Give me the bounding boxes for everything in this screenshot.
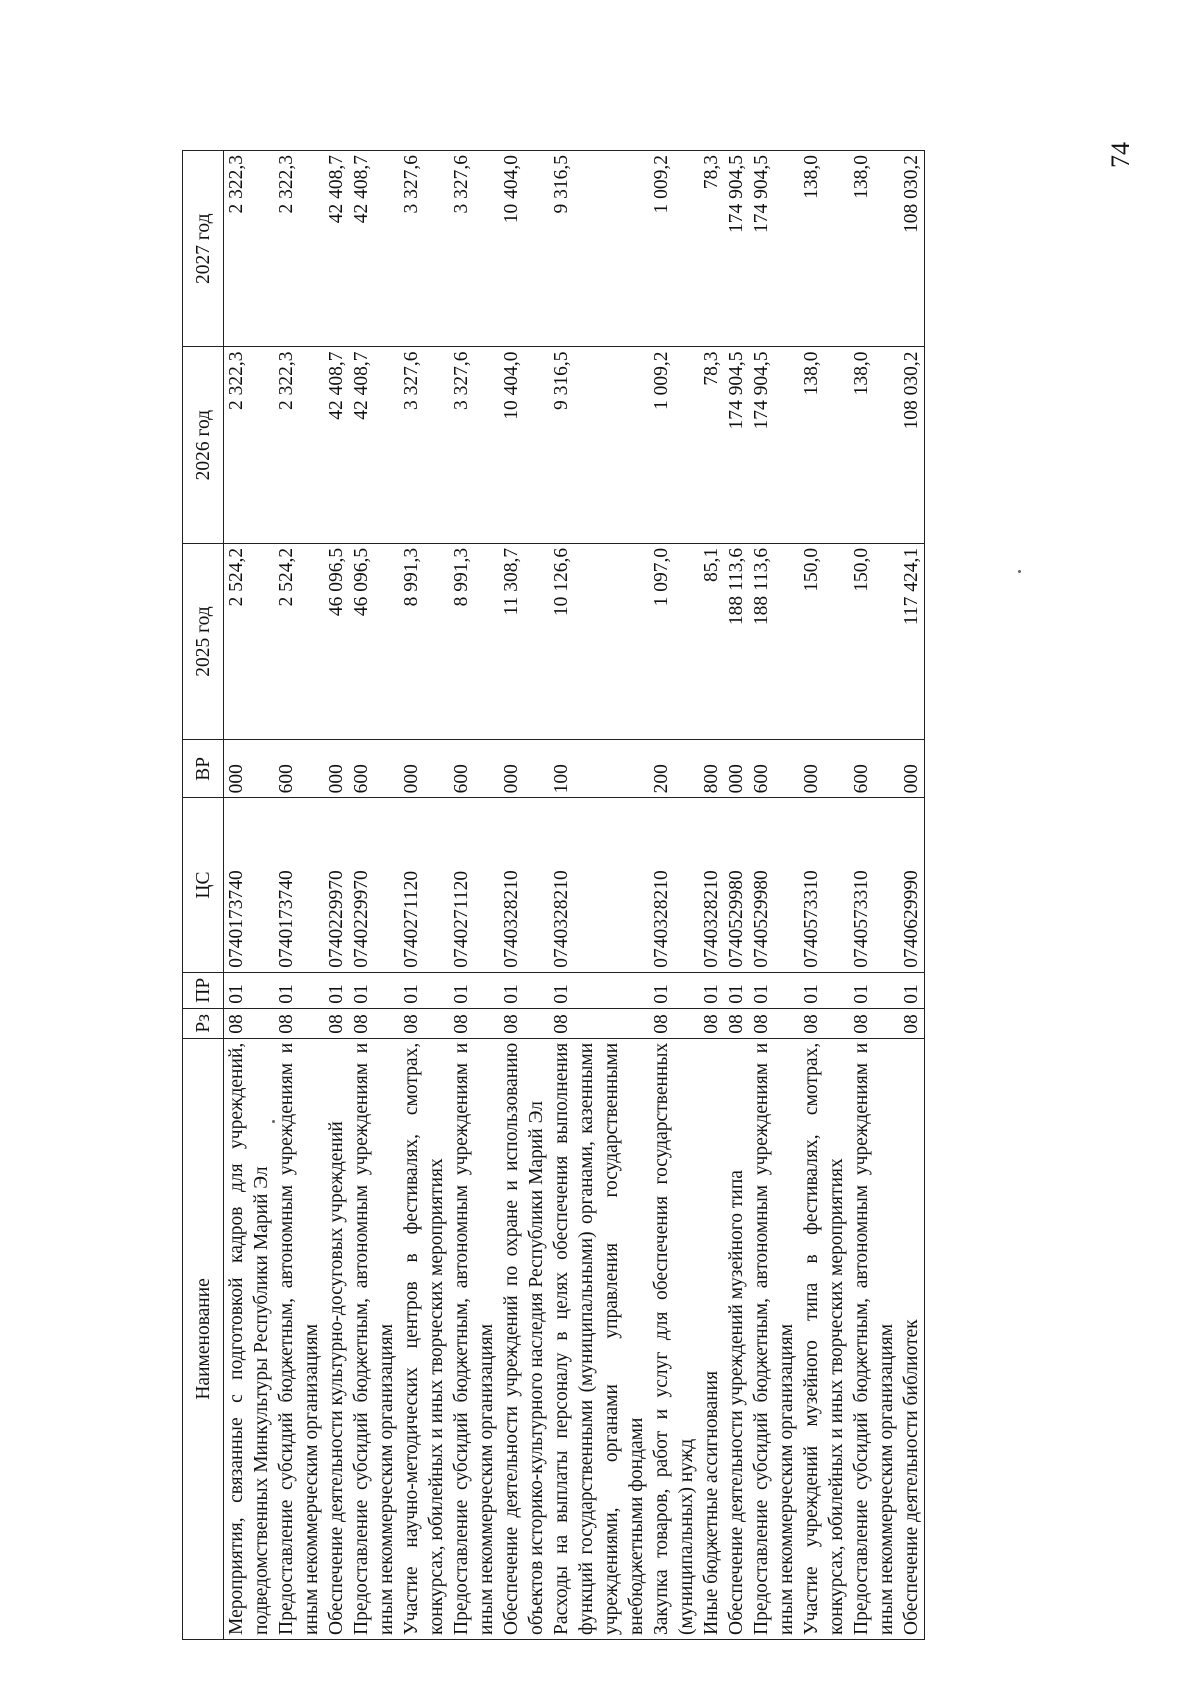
row-2026: 174 904,5 (724, 347, 749, 543)
row-pr: 01 (799, 972, 849, 1008)
rotated-document (182, 150, 1157, 1640)
row-2027: 10 404,0 (499, 151, 549, 347)
row-pr: 01 (649, 972, 699, 1008)
row-cs: 0740529980 (749, 798, 799, 972)
row-2027: 1 009,2 (649, 151, 699, 347)
row-name: Участие учреждений музейного типа в фестивалях, смотрах, конкурсах, юбилейных и иных творческих мероприятиях (799, 1038, 849, 1639)
row-2026: 1 009,2 (649, 347, 699, 543)
row-2025: 1 097,0 (649, 543, 699, 739)
row-name: Предоставление субсидий бюджетным, автономным учреждениям и иным некоммерческим организациям (274, 1038, 324, 1639)
row-pr: 01 (449, 972, 499, 1008)
row-name: Обеспечение деятельности культурно-досуговых учреждений (324, 1038, 349, 1639)
row-2027: 174 904,5 (724, 151, 749, 347)
row-pr: 01 (849, 972, 899, 1008)
header-pr: ПР (183, 972, 224, 1008)
row-pr: 01 (749, 972, 799, 1008)
row-pr: 01 (724, 972, 749, 1008)
row-vr: 600 (849, 740, 899, 798)
table-row (449, 151, 499, 1640)
row-2025: 8 991,3 (399, 543, 449, 739)
row-2025: 46 096,5 (349, 543, 399, 739)
row-name: Участие научно-методических центров в фестивалях, смотрах, конкурсах, юбилейных и иных творческих мероприятиях (399, 1038, 449, 1639)
row-cs: 0740328210 (499, 798, 549, 972)
table-row (899, 151, 925, 1640)
row-cs: 0740573310 (799, 798, 849, 972)
table-body (224, 151, 925, 1640)
row-2027: 42 408,7 (324, 151, 349, 347)
header-2026: 2026 год (183, 347, 224, 543)
row-cs: 0740529980 (724, 798, 749, 972)
row-pr: 01 (499, 972, 549, 1008)
row-2025: 2 524,2 (224, 543, 275, 739)
row-rz: 08 (224, 1008, 275, 1038)
row-2027: 2 322,3 (224, 151, 275, 347)
row-rz: 08 (349, 1008, 399, 1038)
table-row (349, 151, 399, 1640)
table-header-row (183, 151, 224, 1640)
row-2027: 9 316,5 (549, 151, 649, 347)
row-2026: 2 322,3 (224, 347, 275, 543)
row-pr: 01 (349, 972, 399, 1008)
row-2025: 188 113,6 (724, 543, 749, 739)
row-cs: 0740328210 (549, 798, 649, 972)
row-vr: 600 (749, 740, 799, 798)
header-rz: Рз (183, 1008, 224, 1038)
row-vr: 600 (274, 740, 324, 798)
row-rz: 08 (324, 1008, 349, 1038)
row-rz: 08 (749, 1008, 799, 1038)
row-name: Обеспечение деятельности библиотек (899, 1038, 925, 1639)
row-2026: 174 904,5 (749, 347, 799, 543)
header-vr: ВР (183, 740, 224, 798)
table-row (849, 151, 899, 1640)
row-rz: 08 (499, 1008, 549, 1038)
row-name: Предоставление субсидий бюджетным, автономным учреждениям и иным некоммерческим организациям (349, 1038, 399, 1639)
row-name: Иные бюджетные ассигнования (699, 1038, 724, 1639)
row-2027: 138,0 (849, 151, 899, 347)
row-2027: 174 904,5 (749, 151, 799, 347)
header-2025: 2025 год (183, 543, 224, 739)
row-cs: 0740173740 (224, 798, 275, 972)
row-pr: 01 (324, 972, 349, 1008)
row-2026: 78,3 (699, 347, 724, 543)
row-cs: 0740573310 (849, 798, 899, 972)
row-name: Предоставление субсидий бюджетным, автономным учреждениям и иным некоммерческим организациям (449, 1038, 499, 1639)
row-cs: 0740173740 (274, 798, 324, 972)
page-number: 74 (1106, 142, 1135, 168)
row-2027: 3 327,6 (399, 151, 449, 347)
table-row (549, 151, 649, 1640)
row-vr: 800 (699, 740, 724, 798)
row-vr: 200 (649, 740, 699, 798)
table-row (399, 151, 449, 1640)
row-2026: 138,0 (799, 347, 849, 543)
row-2026: 3 327,6 (449, 347, 499, 543)
scan-speck (272, 1120, 275, 1123)
row-cs: 0740328210 (649, 798, 699, 972)
row-vr: 000 (799, 740, 849, 798)
table-row (499, 151, 549, 1640)
row-name: Расходы на выплаты персоналу в целях обеспечения выполнения функций государственными (муниципальными) органами, казенными учреждениями, органами управления государственными внебюджетными фондами (549, 1038, 649, 1639)
row-2027: 108 030,2 (899, 151, 925, 347)
row-vr: 100 (549, 740, 649, 798)
row-rz: 08 (649, 1008, 699, 1038)
row-name: Обеспечение деятельности учреждений музейного типа (724, 1038, 749, 1639)
row-2026: 42 408,7 (324, 347, 349, 543)
row-vr: 000 (224, 740, 275, 798)
scan-speck (1018, 570, 1021, 573)
row-vr: 000 (499, 740, 549, 798)
table-row (699, 151, 724, 1640)
row-2025: 85,1 (699, 543, 724, 739)
row-2026: 9 316,5 (549, 347, 649, 543)
row-2025: 150,0 (799, 543, 849, 739)
row-name: Закупка товаров, работ и услуг для обеспечения государственных (муниципальных) нужд (649, 1038, 699, 1639)
row-name: Предоставление субсидий бюджетным, автономным учреждениям и иным некоммерческим организациям (849, 1038, 899, 1639)
row-2025: 117 424,1 (899, 543, 925, 739)
row-rz: 08 (449, 1008, 499, 1038)
row-2025: 2 524,2 (274, 543, 324, 739)
table-row (724, 151, 749, 1640)
table-row (799, 151, 849, 1640)
table-row (224, 151, 275, 1640)
table-row (324, 151, 349, 1640)
row-2025: 8 991,3 (449, 543, 499, 739)
row-name: Предоставление субсидий бюджетным, автономным учреждениям и иным некоммерческим организациям (749, 1038, 799, 1639)
row-2025: 46 096,5 (324, 543, 349, 739)
row-cs: 0740229970 (349, 798, 399, 972)
row-2025: 188 113,6 (749, 543, 799, 739)
row-pr: 01 (399, 972, 449, 1008)
row-2026: 10 404,0 (499, 347, 549, 543)
row-rz: 08 (699, 1008, 724, 1038)
row-2026: 138,0 (849, 347, 899, 543)
row-2025: 10 126,6 (549, 543, 649, 739)
row-2027: 138,0 (799, 151, 849, 347)
budget-table (182, 150, 925, 1640)
row-rz: 08 (799, 1008, 849, 1038)
row-2025: 11 308,7 (499, 543, 549, 739)
row-pr: 01 (899, 972, 925, 1008)
row-cs: 0740328210 (699, 798, 724, 972)
row-rz: 08 (274, 1008, 324, 1038)
row-name: Мероприятия, связанные с подготовкой кадров для учреждений, подведомственных Минкультуры Республики Марий Эл (224, 1038, 275, 1639)
row-pr: 01 (274, 972, 324, 1008)
row-pr: 01 (699, 972, 724, 1008)
header-2027: 2027 год (183, 151, 224, 347)
row-rz: 08 (724, 1008, 749, 1038)
table-row (749, 151, 799, 1640)
header-cs: ЦС (183, 798, 224, 972)
row-2027: 78,3 (699, 151, 724, 347)
row-name: Обеспечение деятельности учреждений по охране и использованию объектов историко-культурного наследия Республики Марий Эл (499, 1038, 549, 1639)
row-cs: 0740271120 (399, 798, 449, 972)
header-name: Наименование (183, 1038, 224, 1639)
row-vr: 000 (399, 740, 449, 798)
row-2027: 2 322,3 (274, 151, 324, 347)
row-rz: 08 (899, 1008, 925, 1038)
table-row (649, 151, 699, 1640)
row-2026: 2 322,3 (274, 347, 324, 543)
row-rz: 08 (399, 1008, 449, 1038)
row-2027: 42 408,7 (349, 151, 399, 347)
row-vr: 000 (724, 740, 749, 798)
row-vr: 000 (324, 740, 349, 798)
row-pr: 01 (224, 972, 275, 1008)
row-2025: 150,0 (849, 543, 899, 739)
row-vr: 000 (899, 740, 925, 798)
row-2026: 3 327,6 (399, 347, 449, 543)
row-rz: 08 (849, 1008, 899, 1038)
row-2027: 3 327,6 (449, 151, 499, 347)
table-row (274, 151, 324, 1640)
row-cs: 0740271120 (449, 798, 499, 972)
row-pr: 01 (549, 972, 649, 1008)
row-2026: 42 408,7 (349, 347, 399, 543)
row-rz: 08 (549, 1008, 649, 1038)
row-vr: 600 (349, 740, 399, 798)
row-cs: 0740629990 (899, 798, 925, 972)
row-2026: 108 030,2 (899, 347, 925, 543)
row-vr: 600 (449, 740, 499, 798)
row-cs: 0740229970 (324, 798, 349, 972)
